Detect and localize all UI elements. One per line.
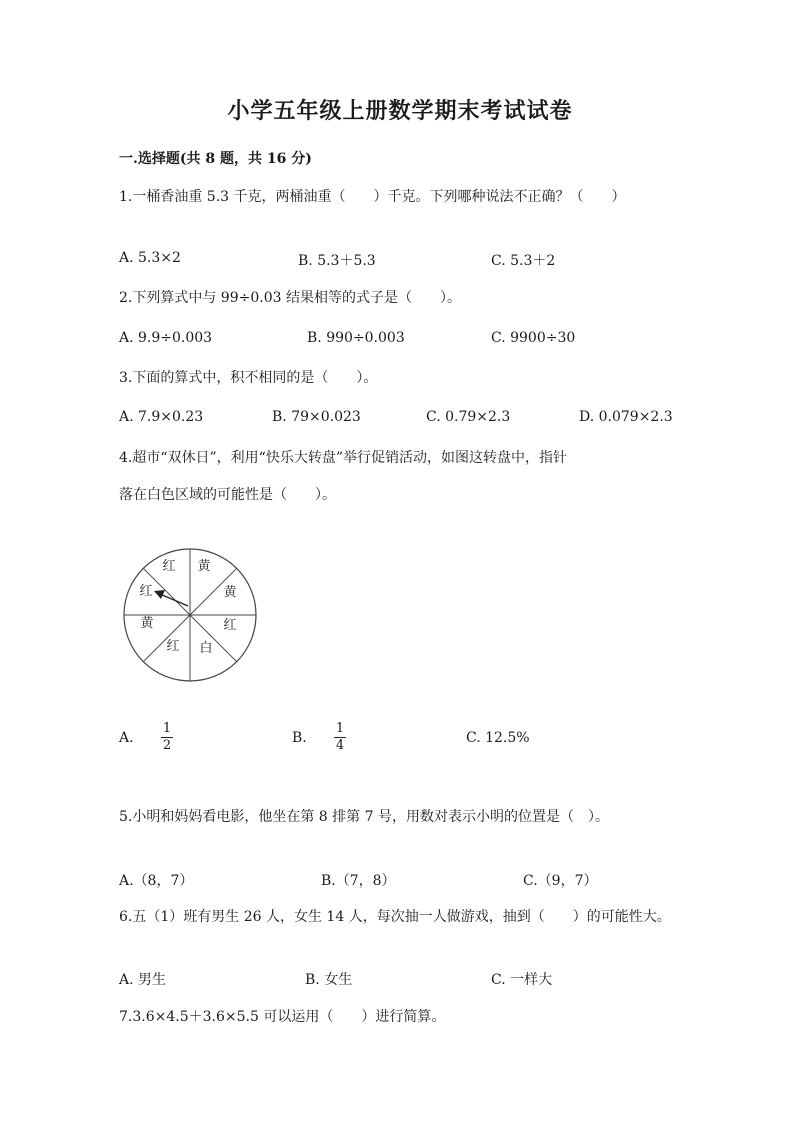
page-title: 小学五年级上册数学期末考试试卷 bbox=[227, 98, 573, 124]
question-3-option-c[interactable]: C. 0.79×2.3 bbox=[426, 409, 511, 425]
question-5-option-a[interactable]: A.（8，7） bbox=[119, 873, 194, 889]
question-1-text: 1.一桶香油重 5.3 千克，两桶油重（ ）千克。下列哪种说法不正确？（ ） bbox=[119, 189, 626, 205]
question-2-option-a[interactable]: A. 9.9÷0.003 bbox=[119, 330, 213, 346]
question-3-option-a[interactable]: A. 7.9×0.23 bbox=[119, 409, 204, 425]
question-4-option-c[interactable]: C. 12.5% bbox=[466, 730, 530, 746]
question-2-text: 2.下列算式中与 99÷0.03 结果相等的式子是（ ）。 bbox=[119, 290, 461, 306]
spinner-label-8: 红 bbox=[139, 584, 153, 599]
question-6-option-b[interactable]: B. 女生 bbox=[305, 972, 353, 988]
spinner-label-7: 黄 bbox=[140, 616, 154, 631]
question-2-option-b[interactable]: B. 990÷0.003 bbox=[307, 330, 405, 346]
section-heading: 一.选择题(共 8 题，共 16 分) bbox=[119, 151, 312, 167]
fraction-b-denominator: 4 bbox=[335, 738, 345, 753]
question-4-option-a-fraction[interactable] bbox=[159, 722, 175, 753]
question-2-option-c[interactable]: C. 9900÷30 bbox=[491, 330, 576, 346]
question-4-option-a-label[interactable]: A. bbox=[119, 730, 134, 746]
question-3-option-b[interactable]: B. 79×0.023 bbox=[272, 409, 361, 425]
question-6-option-a[interactable]: A. 男生 bbox=[119, 972, 167, 988]
spinner-label-1: 红 bbox=[162, 559, 176, 574]
question-5-option-c[interactable]: C.（9，7） bbox=[523, 873, 598, 889]
question-6-text: 6.五（1）班有男生 26 人，女生 14 人，每次抽一人做游戏，抽到（ ）的可能性大。 bbox=[119, 909, 671, 925]
fraction-b-numerator: 1 bbox=[335, 721, 345, 736]
fraction-a-numerator: 1 bbox=[162, 721, 172, 736]
question-4-option-b-fraction[interactable] bbox=[332, 722, 348, 753]
question-5-text: 5.小明和妈妈看电影，他坐在第 8 排第 7 号，用数对表示小明的位置是（ ）。 bbox=[119, 809, 609, 825]
question-3-option-d[interactable]: D. 0.079×2.3 bbox=[579, 409, 673, 425]
spinner-label-3: 黄 bbox=[223, 585, 237, 600]
question-4-option-b-label[interactable]: B. bbox=[292, 730, 307, 746]
question-7-text: 7.3.6×4.5＋3.6×5.5 可以运用（ ）进行简算。 bbox=[119, 1009, 446, 1025]
question-5-option-b[interactable]: B.（7，8） bbox=[321, 873, 396, 889]
spinner-dividers bbox=[124, 549, 256, 681]
question-1-option-b[interactable]: B. 5.3＋5.3 bbox=[298, 253, 376, 269]
question-6-option-c[interactable]: C. 一样大 bbox=[491, 972, 553, 988]
spinner-label-5: 白 bbox=[199, 641, 213, 656]
question-4-line-1: 4.超市“双休日”，利用“快乐大转盘”举行促销活动，如图这转盘中，指针 bbox=[119, 450, 567, 466]
spinner-label-2: 黄 bbox=[197, 559, 211, 574]
question-1-option-a[interactable]: A. 5.3×2 bbox=[119, 250, 181, 266]
spinner-label-6: 红 bbox=[166, 639, 180, 654]
fraction-a-denominator: 2 bbox=[162, 738, 172, 753]
question-4-line-2: 落在白色区域的可能性是（ ）。 bbox=[119, 487, 336, 503]
question-3-text: 3.下面的算式中，积不相同的是（ ）。 bbox=[119, 370, 378, 386]
spinner-wheel bbox=[120, 545, 260, 685]
question-1-option-c[interactable]: C. 5.3＋2 bbox=[491, 253, 556, 269]
spinner-label-4: 红 bbox=[223, 618, 237, 633]
